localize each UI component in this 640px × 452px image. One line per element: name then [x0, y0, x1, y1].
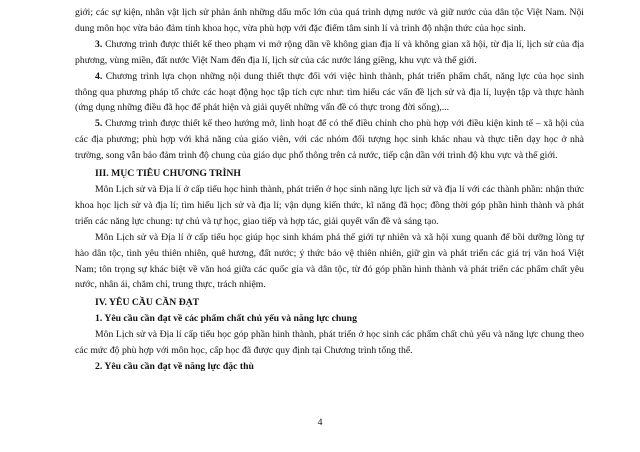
point-number: 4. — [95, 70, 103, 82]
paragraph-text: Chương trình lựa chọn những nội dung thiết thực đối với việc hình thành, phát triển phẩm chất, năng lực của học sinh thông qua phương pháp tổ chức các hoạt động học tập tích cực như: tìm hiểu các vấn đề lịch sử và địa lí, luyện tập và thực hành (ứng dụng những điều đã học để phát hiện và giải quyết những vấn đề có thực trong đời sống),... — [75, 70, 584, 114]
section-heading-requirements: IV. YÊU CẦU CẦN ĐẠT — [95, 297, 200, 309]
paragraph-continuation: giới; các sự kiện, nhân vật lịch sử phản ánh những dấu mốc lớn của quá trình dựng nước và giữ nước của dân tộc Việt Nam. Nội dung môn học vừa bảo đảm tính khoa học, vừa phù hợp với đặc điểm tâm sinh lí và trình độ nhận thức của học sinh. — [75, 7, 584, 34]
paragraph-objectives-2: Môn Lịch sử và Địa lí ở cấp tiểu học giúp học sinh khám phá thế giới tự nhiên và xã hội xung quanh để bồi dưỡng lòng tự hào dân tộc, tình yêu thiên nhiên, quê hương, đất nước; ý thức bảo vệ thiên nhiên, giữ gìn và phát triển các giá trị văn hoá Việt Nam; tôn trọng sự khác biệt về văn hoá giữa các quốc gia và dân tộc, từ đó góp phần hình thành và phát triển các phẩm chất yêu nước, nhân ái, chăm chỉ, trung thực, trách nhiệm. — [75, 231, 584, 291]
paragraph-general-requirements: Môn Lịch sử và Địa lí cấp tiểu học góp phần hình thành, phát triển ở học sinh các phẩm chất chủ yếu và năng lực chung theo các mức độ phù hợp với môn học, cấp học đã được quy định tại Chương trình tổng thể. — [75, 329, 584, 357]
page-number: 4 — [317, 417, 323, 428]
paragraph-text: Chương trình được thiết kế theo hướng mở, linh hoạt để có thể điều chỉnh cho phù hợp với điều kiện kinh tế – xã hội của các địa phương; phù hợp với khả năng của giáo viên, với các nhóm đối tượng học sinh khác nhau và thực tiễn dạy học ở nhà trường, song vẫn bảo đảm trình độ chung của giáo dục phổ thông trên cả nước, tiếp cận dần với trình độ khu vực và thế giới. — [75, 118, 584, 162]
paragraph-point-4 — [75, 69, 584, 117]
paragraph-objectives-1: Môn Lịch sử và Địa lí ở cấp tiểu học hình thành, phát triển ở học sinh năng lực lịch sử và địa lí với các thành phần: nhận thức khoa học lịch sử và địa lí; tìm hiểu lịch sử và địa lí; vận dụng kiến thức, kĩ năng đã học; đồng thời góp phần hình thành và phát triển các năng lực chung: tự chủ và tự học, giao tiếp và hợp tác, giải quyết vấn đề và sáng tạo. — [75, 183, 584, 227]
subheading-specific-competencies: 2. Yêu cầu cần đạt về năng lực đặc thù — [95, 360, 254, 372]
paragraph-text: Chương trình được thiết kế theo phạm vi mở rộng dần về không gian địa lí và không gian xã hội, từ địa lí, lịch sử của địa phương, vùng miền, đất nước Việt Nam đến địa lí, lịch sử của các nước láng giềng, khu vực và thế giới. — [75, 38, 584, 66]
subheading-general-requirements: 1. Yêu cầu cần đạt về các phẩm chất chủ yếu và năng lực chung — [95, 313, 357, 325]
paragraph-point-5 — [75, 116, 584, 164]
point-number: 5. — [95, 118, 103, 130]
paragraph-point-3 — [75, 37, 584, 69]
section-heading-objectives: III. MỤC TIÊU CHƯƠNG TRÌNH — [95, 168, 241, 180]
point-number: 3. — [95, 38, 103, 50]
